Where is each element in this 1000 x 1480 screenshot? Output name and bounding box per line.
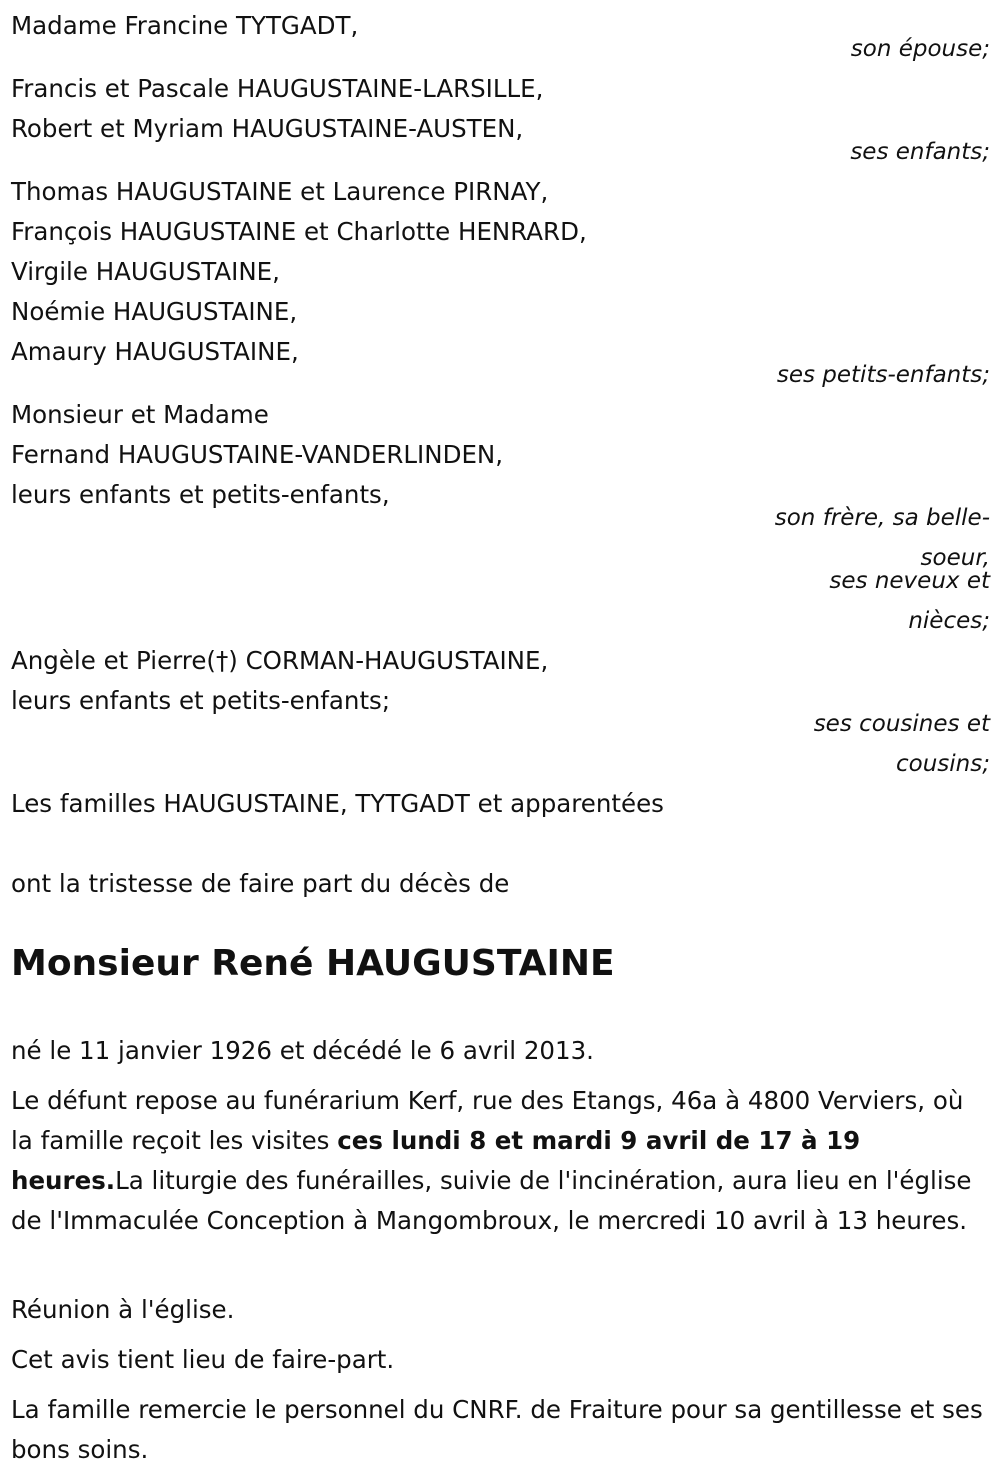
visiting-hours: ces lundi 8 et mardi 9 avril de 17 à 19 heures. bbox=[11, 1126, 861, 1195]
family-line: Francis et Pascale HAUGUSTAINE-LARSILLE, bbox=[11, 74, 544, 103]
relation-label: ses cousines et bbox=[813, 711, 990, 737]
family-line: Noémie HAUGUSTAINE, bbox=[11, 297, 298, 326]
funeral-text-before: Le défunt repose au funérarium Kerf, rue des Etangs, 46a à 4800 Verviers, où la famille reçoit les visites bbox=[11, 1086, 964, 1155]
relation-label: son épouse; bbox=[850, 36, 990, 62]
relation-label: son frère, sa belle- bbox=[774, 505, 990, 531]
deceased-name: Monsieur René HAUGUSTAINE bbox=[11, 943, 615, 984]
family-line: Robert et Myriam HAUGUSTAINE-AUSTEN, bbox=[11, 114, 524, 143]
notice-paragraph: Cet avis tient lieu de faire-part. bbox=[11, 1345, 395, 1374]
family-line: Thomas HAUGUSTAINE et Laurence PIRNAY, bbox=[11, 177, 549, 206]
family-line: Angèle et Pierre(†) CORMAN-HAUGUSTAINE, bbox=[11, 646, 549, 675]
family-line: Monsieur et Madame bbox=[11, 400, 269, 429]
family-line: François HAUGUSTAINE et Charlotte HENRARD, bbox=[11, 217, 587, 246]
family-line: Fernand HAUGUSTAINE-VANDERLINDEN, bbox=[11, 440, 504, 469]
funeral-text-after: La liturgie des funérailles, suivie de l'incinération, aura lieu en l'église de l'Immaculée Conception à Mangombroux, le mercredi 10 avril à 13 heures. bbox=[11, 1166, 972, 1235]
dates-paragraph: né le 11 janvier 1926 et décédé le 6 avril 2013. bbox=[11, 1036, 594, 1065]
families-line: Les familles HAUGUSTAINE, TYTGADT et apparentées bbox=[11, 789, 664, 818]
relation-label: cousins; bbox=[896, 751, 990, 777]
funeral-paragraph bbox=[11, 1081, 986, 1241]
family-line: Virgile HAUGUSTAINE, bbox=[11, 257, 280, 286]
thanks-paragraph: La famille remercie le personnel du CNRF. de Fraiture pour sa gentillesse et ses bons soins. bbox=[11, 1395, 983, 1464]
relation-label: ses neveux et bbox=[829, 568, 990, 594]
family-line: leurs enfants et petits-enfants, bbox=[11, 480, 390, 509]
relation-label: ses enfants; bbox=[850, 139, 990, 165]
family-line: Madame Francine TYTGADT, bbox=[11, 11, 359, 40]
family-line: Amaury HAUGUSTAINE, bbox=[11, 337, 299, 366]
announcement-line: ont la tristesse de faire part du décès de bbox=[11, 869, 510, 898]
relation-label: soeur, bbox=[920, 545, 990, 571]
relation-label: ses petits-enfants; bbox=[776, 362, 990, 388]
reunion-paragraph: Réunion à l'église. bbox=[11, 1295, 235, 1324]
relation-label: nièces; bbox=[908, 608, 990, 634]
family-line: leurs enfants et petits-enfants; bbox=[11, 686, 391, 715]
